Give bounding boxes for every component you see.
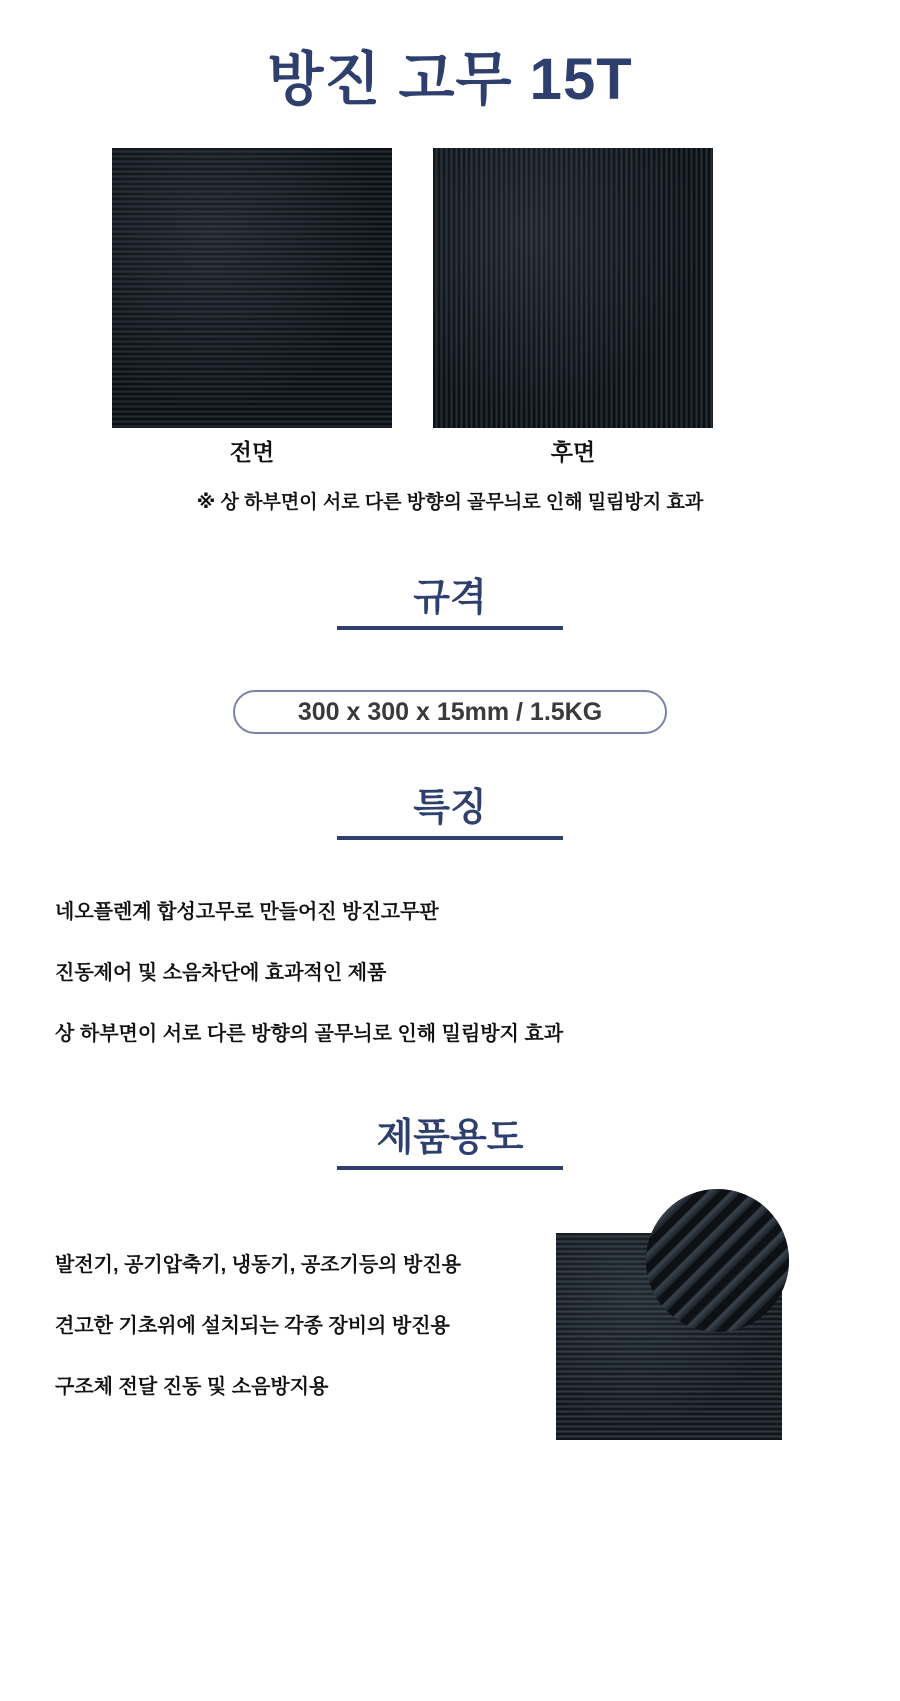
list-item: 발전기, 공기압축기, 냉동기, 공조기등의 방진용 bbox=[55, 1254, 461, 1276]
section-heading-feature bbox=[0, 788, 900, 840]
section-heading-usage bbox=[0, 1118, 900, 1170]
product-photo-front bbox=[112, 148, 392, 428]
page-title: 방진 고무 15T bbox=[267, 47, 633, 112]
section-heading-feature-label: 특징 bbox=[413, 787, 487, 829]
photo-caption-front: 전면 bbox=[229, 439, 275, 465]
section-heading-spec bbox=[0, 578, 900, 630]
spec-value-pill: 300 x 300 x 15mm / 1.5KG bbox=[233, 690, 667, 734]
usage-list bbox=[55, 1253, 615, 1436]
product-photo-back bbox=[433, 148, 713, 428]
diagonal-ribs-texture bbox=[646, 1189, 789, 1332]
section-heading-usage-label: 제품용도 bbox=[376, 1117, 524, 1159]
section-heading-underline bbox=[337, 836, 563, 840]
list-item: 견고한 기초위에 설치되는 각종 장비의 방진용 bbox=[55, 1315, 450, 1337]
horizontal-ribs-texture bbox=[112, 148, 392, 428]
list-item: 진동제어 및 소음차단에 효과적인 제품 bbox=[55, 962, 387, 984]
section-heading-underline bbox=[337, 1166, 563, 1170]
list-item: 상 하부면이 서로 다른 방향의 골무늬로 인해 밀림방지 효과 bbox=[55, 1023, 564, 1045]
vertical-ribs-texture bbox=[433, 148, 713, 428]
product-photo-row bbox=[0, 148, 900, 433]
photo-caption-back: 후면 bbox=[550, 439, 596, 465]
list-item: 구조체 전달 진동 및 소음방지용 bbox=[55, 1376, 329, 1398]
section-heading-spec-label: 규격 bbox=[413, 577, 487, 619]
feature-list bbox=[55, 900, 855, 1083]
photo-note: ※ 상 하부면이 서로 다른 방향의 골무늬로 인해 밀림방지 효과 bbox=[196, 492, 704, 513]
section-heading-underline bbox=[337, 626, 563, 630]
list-item: 네오플렌계 합성고무로 만들어진 방진고무판 bbox=[55, 901, 439, 923]
texture-closeup-circle bbox=[646, 1189, 789, 1332]
